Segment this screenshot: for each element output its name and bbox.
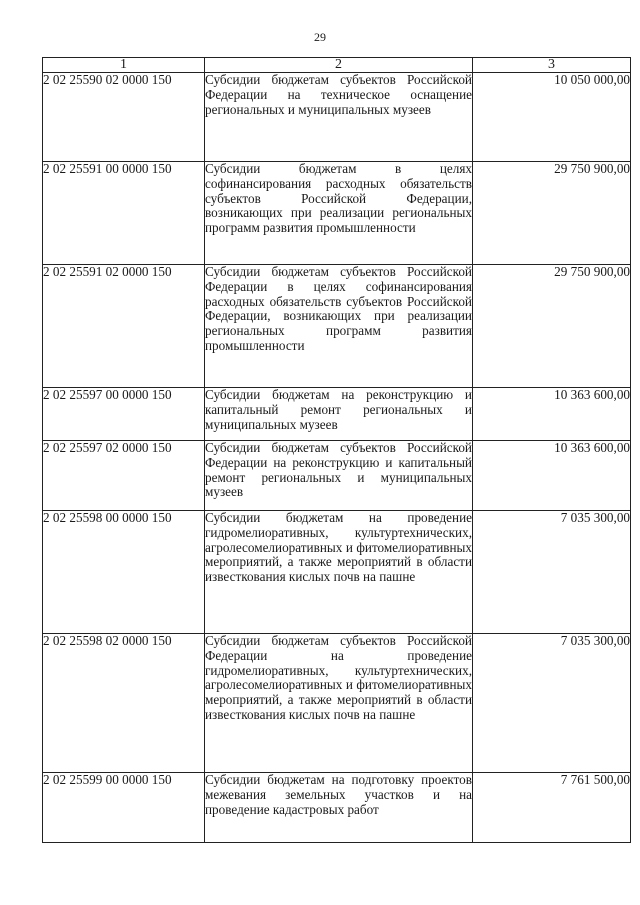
budget-code: 2 02 25599 00 0000 150 (43, 773, 205, 843)
column-header-3: 3 (473, 58, 631, 73)
table-row (43, 441, 631, 511)
row-amount: 10 363 600,00 (473, 388, 631, 441)
budget-code: 2 02 25591 00 0000 150 (43, 162, 205, 265)
row-amount: 7 035 300,00 (473, 511, 631, 634)
budget-code: 2 02 25590 02 0000 150 (43, 73, 205, 162)
row-description: Субсидии бюджетам на реконструкцию и капитальный ремонт региональных и муниципальных музеев (205, 388, 473, 441)
row-description: Субсидии бюджетам на подготовку проектов межевания земельных участков и на проведение кадастровых работ (205, 773, 473, 843)
page-number: 29 (314, 30, 326, 44)
budget-code: 2 02 25598 00 0000 150 (43, 511, 205, 634)
table-row (43, 73, 631, 162)
table-row (43, 773, 631, 843)
budget-code: 2 02 25598 02 0000 150 (43, 634, 205, 773)
row-description: Субсидии бюджетам в целях софинансирования расходных обязательств субъектов Российской Федерации, возникающих при реализации региональных программ развития промышленности (205, 162, 473, 265)
column-header-1: 1 (43, 58, 205, 73)
row-amount: 29 750 900,00 (473, 162, 631, 265)
row-description: Субсидии бюджетам субъектов Российской Федерации на реконструкцию и капитальный ремонт региональных и муниципальных музеев (205, 441, 473, 511)
row-description: Субсидии бюджетам субъектов Российской Федерации в целях софинансирования расходных обязательств субъектов Российской Федерации, возникающих при реализации региональных программ развития промышленности (205, 265, 473, 388)
table-row (43, 162, 631, 265)
row-amount: 10 363 600,00 (473, 441, 631, 511)
budget-code: 2 02 25597 02 0000 150 (43, 441, 205, 511)
row-description: Субсидии бюджетам субъектов Российской Федерации на техническое оснащение региональных и муниципальных музеев (205, 73, 473, 162)
row-description: Субсидии бюджетам субъектов Российской Федерации на проведение гидромелиоративных, культуртехнических, агролесомелиоративных и фитомелиоративных мероприятий, а также мероприятий в области известкования кислых почв на пашне (205, 634, 473, 773)
table-row (43, 634, 631, 773)
row-amount: 7 035 300,00 (473, 634, 631, 773)
row-amount: 29 750 900,00 (473, 265, 631, 388)
budget-code: 2 02 25591 02 0000 150 (43, 265, 205, 388)
table-row (43, 388, 631, 441)
budget-revenue-table (42, 57, 631, 843)
row-amount: 7 761 500,00 (473, 773, 631, 843)
column-header-2: 2 (205, 58, 473, 73)
row-description: Субсидии бюджетам на проведение гидромелиоративных, культуртехнических, агролесомелиоративных и фитомелиоративных мероприятий, а также мероприятий в области известкования кислых почв на пашне (205, 511, 473, 634)
table-header-row (43, 58, 631, 73)
table-row (43, 511, 631, 634)
row-amount: 10 050 000,00 (473, 73, 631, 162)
budget-code: 2 02 25597 00 0000 150 (43, 388, 205, 441)
table-row (43, 265, 631, 388)
